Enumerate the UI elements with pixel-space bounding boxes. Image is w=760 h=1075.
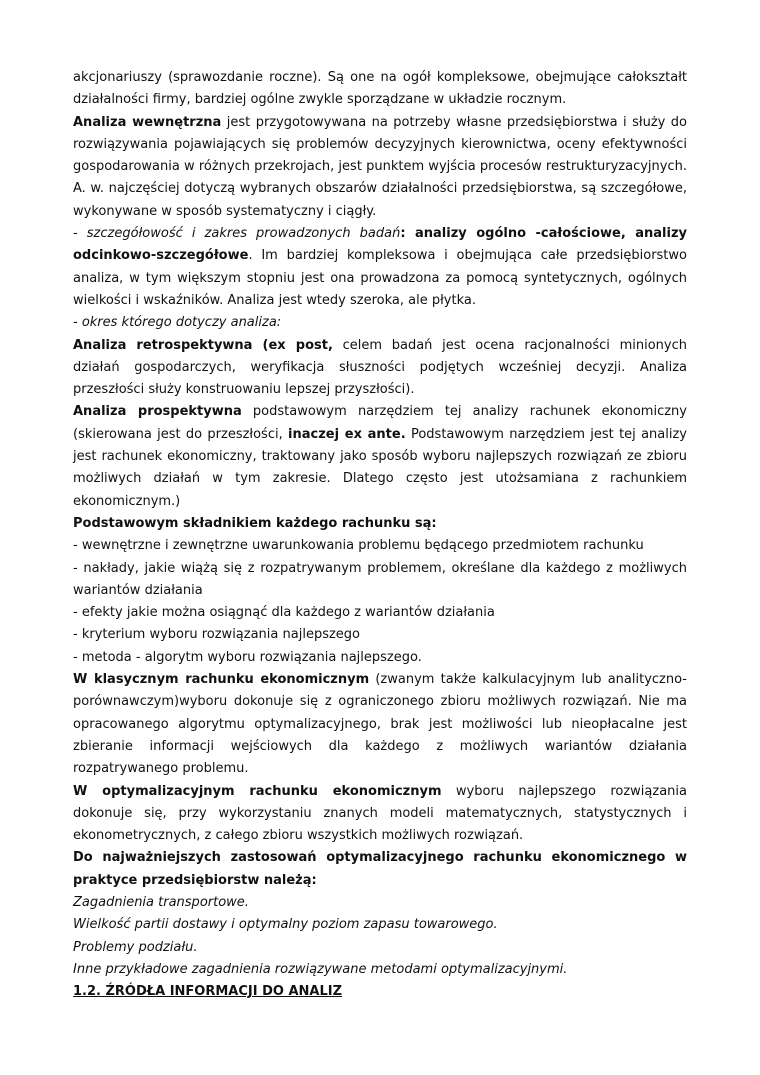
paragraph-prospective: Analiza prospektywna podstawowym narzędziem tej analizy rachunek ekonomiczny (skierowana jest do przeszłości, inaczej ex ante. Podstawowym narzędziem jest tej analizy jest rachunek ekonomiczny, traktowany jako sposób wyboru najlepszych rozwiązań ze zbioru możliwych działań w tym zakresie. Dlatego często jest utożsamiana z rachunkiem ekonomicznym.): [73, 404, 687, 509]
term-retrospective: Analiza retrospektywna (ex post,: [73, 337, 333, 353]
example-item: Problemy podziału.: [73, 939, 198, 955]
paragraph-classic-calculation: W klasycznym rachunku ekonomicznym (zwanym także kalkulacyjnym lub analityczno-porównawczym)wyboru dokonuje się z ograniczonego zbioru możliwych rozwiązań. Nie ma opracowanego algorytmu optymalizacyjnego, brak jest możliwości lub nieopłacalne jest zbieranie informacji wejściowych dla każdego z możliwych wariantów działania rozpatrywanego problemu.: [73, 672, 687, 777]
paragraph-retrospective: Analiza retrospektywna (ex post, celem badań jest ocena racjonalności minionych działań gospodarczych, weryfikacja słuszności podjętych wcześniej decyzji. Analiza przeszłości służy konstruowaniu lepszej przyszłości).: [73, 337, 687, 398]
criterion-period: - okres którego dotyczy analiza:: [73, 315, 282, 331]
term-classic-calculation: W klasycznym rachunku ekonomicznym: [73, 672, 370, 688]
paragraph-intro: akcjonariuszy (sprawozdanie roczne). Są one na ogół kompleksowe, obejmujące całokształt działalności firmy, bardziej ogólne zwykle sporządzane w układzie rocznym.: [73, 70, 687, 108]
term-internal-analysis: Analiza wewnętrzna: [73, 114, 222, 130]
example-item: Inne przykładowe zagadnienia rozwiązywane metodami optymalizacyjnymi.: [73, 961, 568, 977]
list-item: - metoda - algorytm wyboru rozwiązania najlepszego.: [73, 649, 422, 665]
term-optimization-calculation: W optymalizacyjnym rachunku ekonomicznym: [73, 783, 442, 799]
example-item: Wielkość partii dostawy i optymalny poziom zapasu towarowego.: [73, 917, 498, 933]
list-item: - nakłady, jakie wiążą się z rozpatrywanym problemem, określane dla każdego z możliwych wariantów działania: [73, 560, 687, 598]
term-prospective: Analiza prospektywna: [73, 404, 242, 420]
components-heading: Podstawowym składnikiem każdego rachunku są:: [73, 515, 437, 531]
example-item: Zagadnienia transportowe.: [73, 894, 249, 910]
list-item: - kryterium wyboru rozwiązania najlepszego: [73, 627, 360, 643]
document-page: [73, 67, 687, 1003]
criterion-scope: szczegółowość i zakres prowadzonych badań: [86, 226, 401, 242]
list-item: - efekty jakie można osiągnąć dla każdego z wariantów działania: [73, 605, 495, 621]
paragraph-internal-analysis: Analiza wewnętrzna jest przygotowywana na potrzeby własne przedsiębiorstwa i służy do rozwiązywania pojawiających się problemów decyzyjnych kierownictwa, oceny efektywności gospodarowania w różnych przekrojach, jest punktem wyjścia procesów restrukturyzacyjnych. A. w. najczęściej dotyczą wybranych obszarów działalności przedsiębiorstwa, są szczegółowe, wykonywane w sposób systematyczny i ciągły.: [73, 114, 687, 219]
applications-heading: Do najważniejszych zastosowań optymalizacyjnego rachunku ekonomicznego w praktyce przedsiębiorstw należą:: [73, 850, 687, 888]
paragraph-optimization-calculation: W optymalizacyjnym rachunku ekonomicznym wyboru najlepszego rozwiązania dokonuje się, przy wykorzystaniu znanych modeli matematycznych, statystycznych i ekonometrycznych, z całego zbioru wszystkich możliwych rozwiązań.: [73, 783, 687, 844]
section-heading: 1.2. ŹRÓDŁA INFORMACJI DO ANALIZ: [73, 984, 343, 1000]
paragraph-scope: - szczegółowość i zakres prowadzonych badań: analizy ogólno -całościowe, analizy odcinkowo-szczegółowe. Im bardziej kompleksowa i obejmująca całe przedsiębiorstwo analiza, w tym większym stopniu jest ona prowadzona za pomocą syntetycznych, ogólnych wielkości i wskaźników. Analiza jest wtedy szeroka, ale płytka.: [73, 226, 687, 308]
list-item: - wewnętrzne i zewnętrzne uwarunkowania problemu będącego przedmiotem rachunku: [73, 538, 644, 554]
term-scope-types: : analizy ogólno -całościowe, analizy odcinkowo-szczegółowe: [73, 226, 687, 264]
term-ex-ante: inaczej ex ante.: [288, 426, 406, 442]
